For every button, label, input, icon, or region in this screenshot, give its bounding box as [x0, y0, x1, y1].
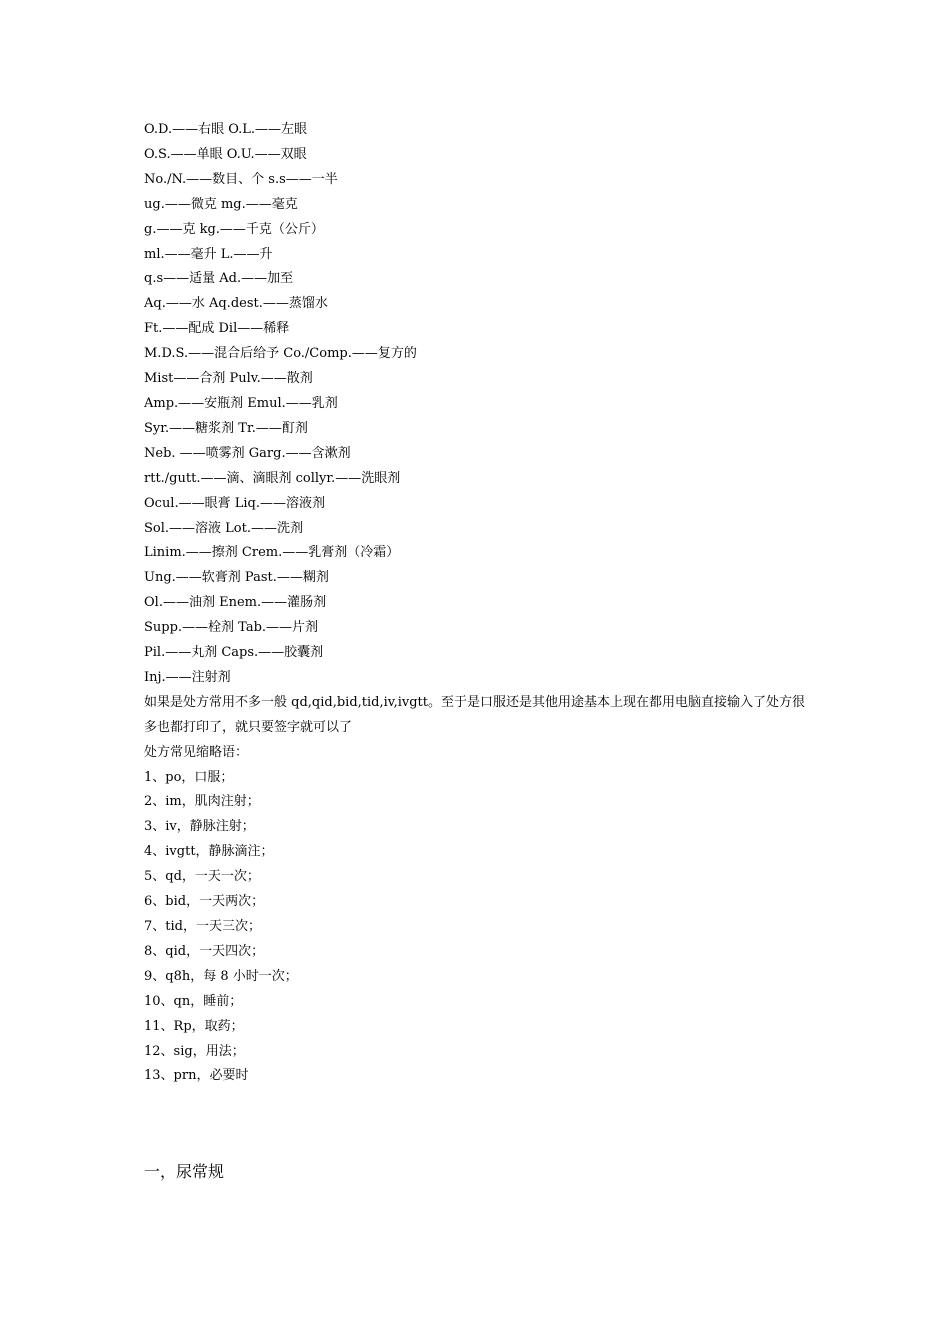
document-body [144, 118, 814, 1089]
list-item: 12、sig，用法； [144, 1043, 245, 1059]
list-item: 6、bid，一天两次； [144, 894, 265, 910]
list-item: 3、iv，静脉注射； [144, 819, 255, 835]
abbreviation-line: ug.——微克 mg.——毫克 [144, 196, 298, 212]
list-item: 9、q8h，每 8 小时一次； [144, 968, 298, 984]
abbreviation-line: O.S.——单眼 O.U.——双眼 [144, 146, 307, 162]
list-item: 2、im，肌肉注射； [144, 794, 260, 810]
abbreviation-list [144, 118, 814, 691]
note-paragraph: 如果是处方常用不多一般 qd,qid,bid,tid,iv,ivgtt。至于是口服还是其他用途基本上现在都用电脑直接输入了处方很多也都打印了，就只要签字就可以了 [144, 694, 805, 735]
prescription-abbreviation-list [144, 766, 814, 1090]
section-heading: 一，尿常规 [144, 1162, 225, 1181]
abbreviation-line: No./N.——数目、个 s.s——一半 [144, 171, 338, 187]
abbreviation-line: M.D.S.——混合后给予 Co./Comp.——复方的 [144, 346, 417, 362]
list-item: 13、prn，必要时 [144, 1068, 249, 1084]
abbreviation-line: Supp.——栓剂 Tab.——片剂 [144, 620, 319, 636]
abbreviation-line: Mist——合剂 Pulv.——散剂 [144, 371, 313, 387]
abbreviation-line: Linim.——擦剂 Crem.——乳膏剂（冷霜） [144, 545, 400, 561]
abbreviation-line: Syr.——糖浆剂 Tr.——酊剂 [144, 420, 308, 436]
abbreviation-line: Pil.——丸剂 Caps.——胶囊剂 [144, 645, 324, 661]
abbreviation-line: Ocul.——眼膏 Liq.——溶液剂 [144, 495, 325, 511]
abbreviation-line: q.s——适量 Ad.——加至 [144, 271, 294, 287]
abbreviation-line: Sol.——溶液 Lot.——洗剂 [144, 520, 303, 536]
list-title: 处方常见缩略语： [144, 744, 249, 760]
abbreviation-line: g.——克 kg.——千克（公斤） [144, 221, 324, 237]
list-item: 11、Rp，取药； [144, 1018, 244, 1034]
abbreviation-line: Ft.——配成 Dil——稀释 [144, 321, 290, 337]
abbreviation-line: Inj.——注射剂 [144, 669, 231, 685]
list-item: 8、qid，一天四次； [144, 943, 265, 959]
abbreviation-line: O.D.——右眼 O.L.——左眼 [144, 122, 308, 137]
abbreviation-line: Aq.——水 Aq.dest.——蒸馏水 [144, 296, 328, 312]
list-item: 7、tid，一天三次； [144, 919, 261, 934]
abbreviation-line: Ol.——油剂 Enem.——灌肠剂 [144, 595, 327, 611]
abbreviation-line: rtt./gutt.——滴、滴眼剂 collyr.——洗眼剂 [144, 470, 401, 486]
list-item: 5、qd，一天一次； [144, 869, 260, 885]
abbreviation-line: ml.——毫升 L.——升 [144, 246, 273, 262]
abbreviation-line: Neb. ——喷雾剂 Garg.——含漱剂 [144, 445, 351, 461]
list-item: 4、ivgtt，静脉滴注； [144, 844, 274, 860]
abbreviation-line: Ung.——软膏剂 Past.——糊剂 [144, 570, 329, 586]
list-item: 10、qn，睡前； [144, 993, 243, 1009]
abbreviation-line: Amp.——安瓶剂 Emul.——乳剂 [144, 395, 338, 411]
list-item: 1、po，口服； [144, 769, 234, 785]
